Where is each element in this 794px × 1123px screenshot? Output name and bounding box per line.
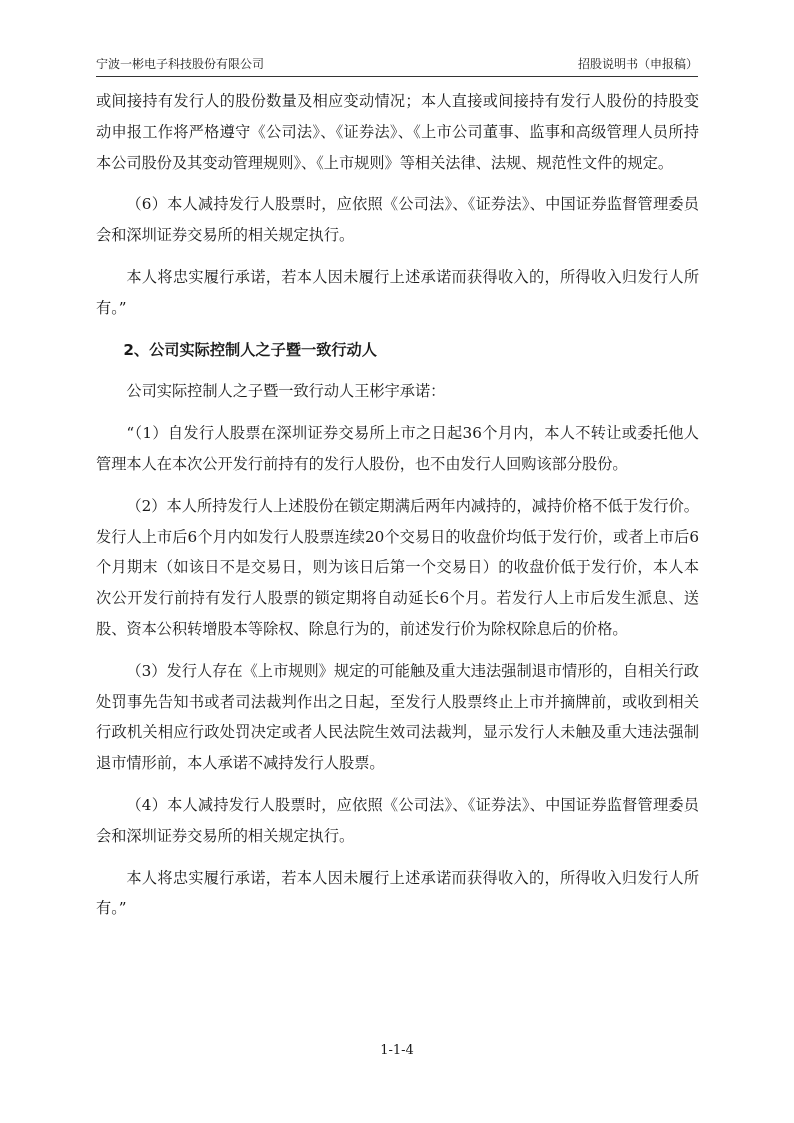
section-heading: 2、公司实际控制人之子暨一致行动人 [123,340,377,359]
document-body [96,86,699,924]
paragraph-item-6: （6）本人减持发行人股票时，应依照《公司法》、《证券法》、中国证券监督管理委员会和深圳证券交易所的相关规定执行。 [96,195,699,245]
header-company-name: 宁波一彬电子科技股份有限公司 [96,57,265,71]
page-number: 1-1-4 [380,1043,414,1058]
page-header [96,54,698,77]
paragraph-item-3: （3）发行人存在《上市规则》规定的可能触及重大违法强制退市情形的，自相关行政处罚事先告知书或者司法裁判作出之日起，至发行人股票终止上市并摘牌前，或收到相关行政机关相应行政处罚决定或者人民法院生效司法裁判，显示发行人未触及重大违法强制退市情形前，本人承诺不减持发行人股票。 [96,661,699,773]
header-document-type: 招股说明书（申报稿） [577,57,698,71]
paragraph-final-pledge: 本人将忠实履行承诺，若本人因未履行上述承诺而获得收入的，所得收入归发行人所有。” [96,868,699,918]
paragraph-item-4: （4）本人减持发行人股票时，应依照《公司法》、《证券法》、中国证券监督管理委员会和深圳证券交易所的相关规定执行。 [96,795,699,845]
paragraph-item-1: “（1）自发行人股票在深圳证券交易所上市之日起36个月内，本人不转让或委托他人管理本人在本次公开发行前持有的发行人股份，也不由发行人回购该部分股份。 [96,424,699,473]
paragraph-item-2: （2）本人所持发行人上述股份在锁定期满后两年内减持的，减持价格不低于发行价。发行人上市后6个月内如发行人股票连续20个交易日的收盘价均低于发行价，或者上市后6个月期末（如该日不是交易日，则为该日后第一个交易日）的收盘价低于发行价，本人本次公开发行前持有发行人股票的锁定期将自动延长6个月。若发行人上市后发生派息、送股、资本公积转增股本等除权、除息行为的，前述发行价为除权除息后的价格。 [96,496,699,638]
paragraph-fulfillment-pledge: 本人将忠实履行承诺，若本人因未履行上述承诺而获得收入的，所得收入归发行人所有。” [96,267,699,317]
paragraph-commitment-intro: 公司实际控制人之子暨一致行动人王彬宇承诺： [126,382,446,401]
paragraph-continued-commitment: 或间接持有发行人的股份数量及相应变动情况；本人直接或间接持有发行人股份的持股变动申报工作将严格遵守《公司法》、《证券法》、《上市公司董事、监事和高级管理人员所持本公司股份及其变动管理规则》、《上市规则》等相关法律、法规、规范性文件的规定。 [96,92,699,172]
